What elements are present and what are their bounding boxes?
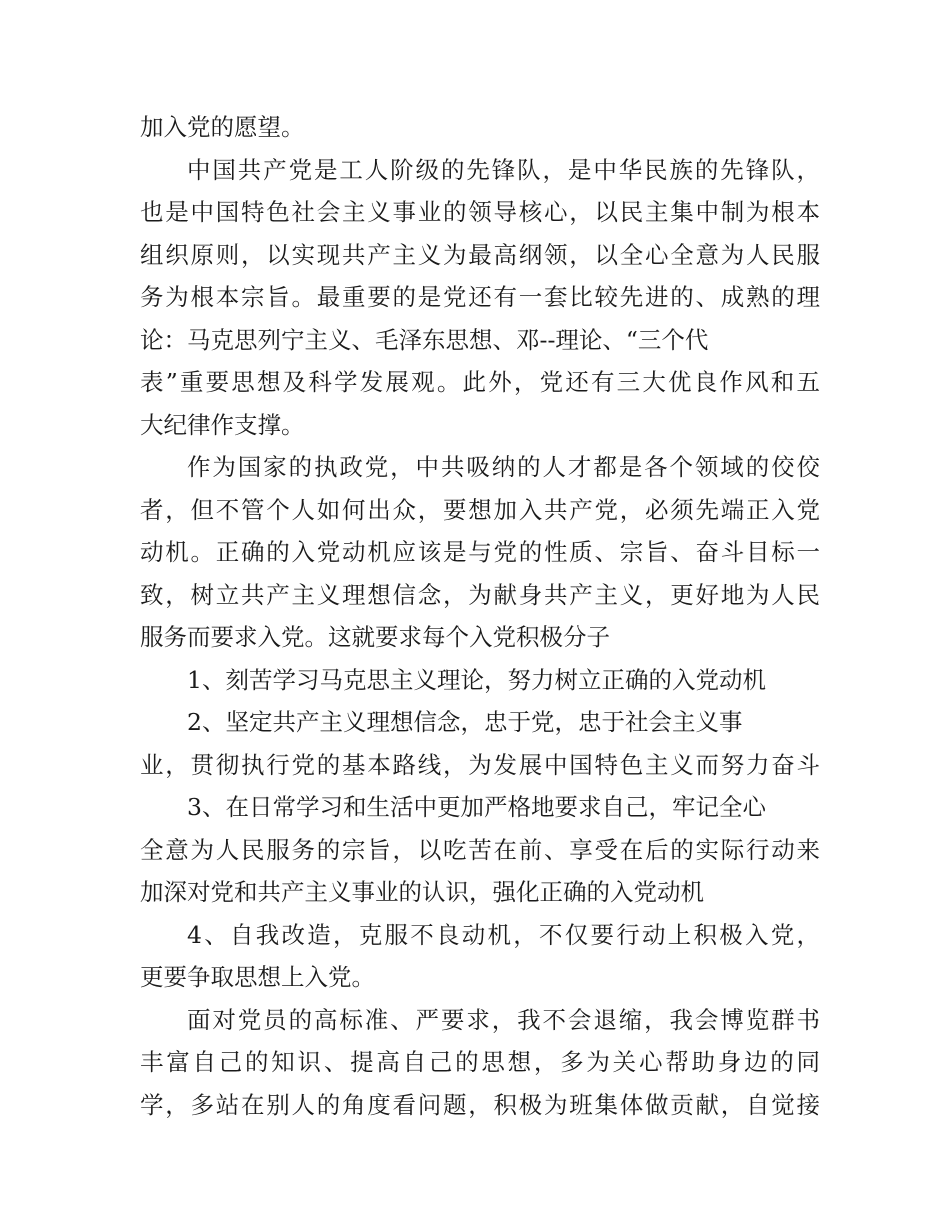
text-line: 面对党员的高标准、严要求，我不会退缩，我会博览群书 — [187, 1005, 820, 1034]
text-line: 1、刻苦学习马克思主义理论，努力树立正确的入党动机 — [187, 665, 766, 694]
document-body — [140, 106, 820, 1126]
text-line: 学，多站在别人的角度看问题，积极为班集体做贡献，自觉接 — [140, 1090, 820, 1119]
text-line: 2、坚定共产主义理想信念，忠于党，忠于社会主义事 — [187, 708, 743, 736]
text-line: 者，但不管个人如何出众，要想加入共产党，必须先端正入党 — [140, 495, 820, 524]
text-line: 中国共产党是工人阶级的先锋队，是中华民族的先锋队， — [187, 155, 820, 184]
text-line: 加入党的愿望。 — [140, 113, 305, 141]
text-line: 大纪律作支撑。 — [140, 410, 305, 439]
text-line: 3、在日常学习和生活中更加严格地要求自己，牢记全心 — [187, 793, 766, 821]
text-line: 致，树立共产主义理想信念，为献身共产主义，更好地为人民 — [140, 580, 820, 609]
text-line: 也是中国特色社会主义事业的领导核心，以民主集中制为根本 — [140, 198, 820, 226]
text-line: 组织原则，以实现共产主义为最高纲领，以全心全意为人民服 — [140, 240, 820, 269]
text-line: 服务而要求入党。这就要求每个入党积极分子 — [140, 623, 610, 651]
text-line: 更要争取思想上入党。 — [140, 963, 375, 991]
text-line: 全意为人民服务的宗旨，以吃苦在前、享受在后的实际行动来 — [140, 835, 820, 864]
text-line: 论：马克思列宁主义、毛泽东思想、邓--理论、“三个代 — [140, 325, 709, 354]
text-line: 加深对党和共产主义事业的认识，强化正确的入党动机 — [140, 878, 704, 906]
text-line: 表”重要思想及科学发展观。此外，党还有三大优良作风和五 — [140, 368, 820, 396]
text-line: 丰富自己的知识、提高自己的思想，多为关心帮助身边的同 — [140, 1048, 820, 1076]
text-line: 作为国家的执政党，中共吸纳的人才都是各个领域的佼佼 — [187, 453, 820, 481]
text-line: 4、自我改造，克服不良动机，不仅要行动上积极入党， — [187, 920, 820, 949]
text-line: 业，贯彻执行党的基本路线，为发展中国特色主义而努力奋斗 — [140, 750, 820, 779]
text-line: 务为根本宗旨。最重要的是党还有一套比较先进的、成熟的理 — [140, 283, 820, 311]
text-line: 动机。正确的入党动机应该是与党的性质、宗旨、奋斗目标一 — [140, 538, 820, 566]
